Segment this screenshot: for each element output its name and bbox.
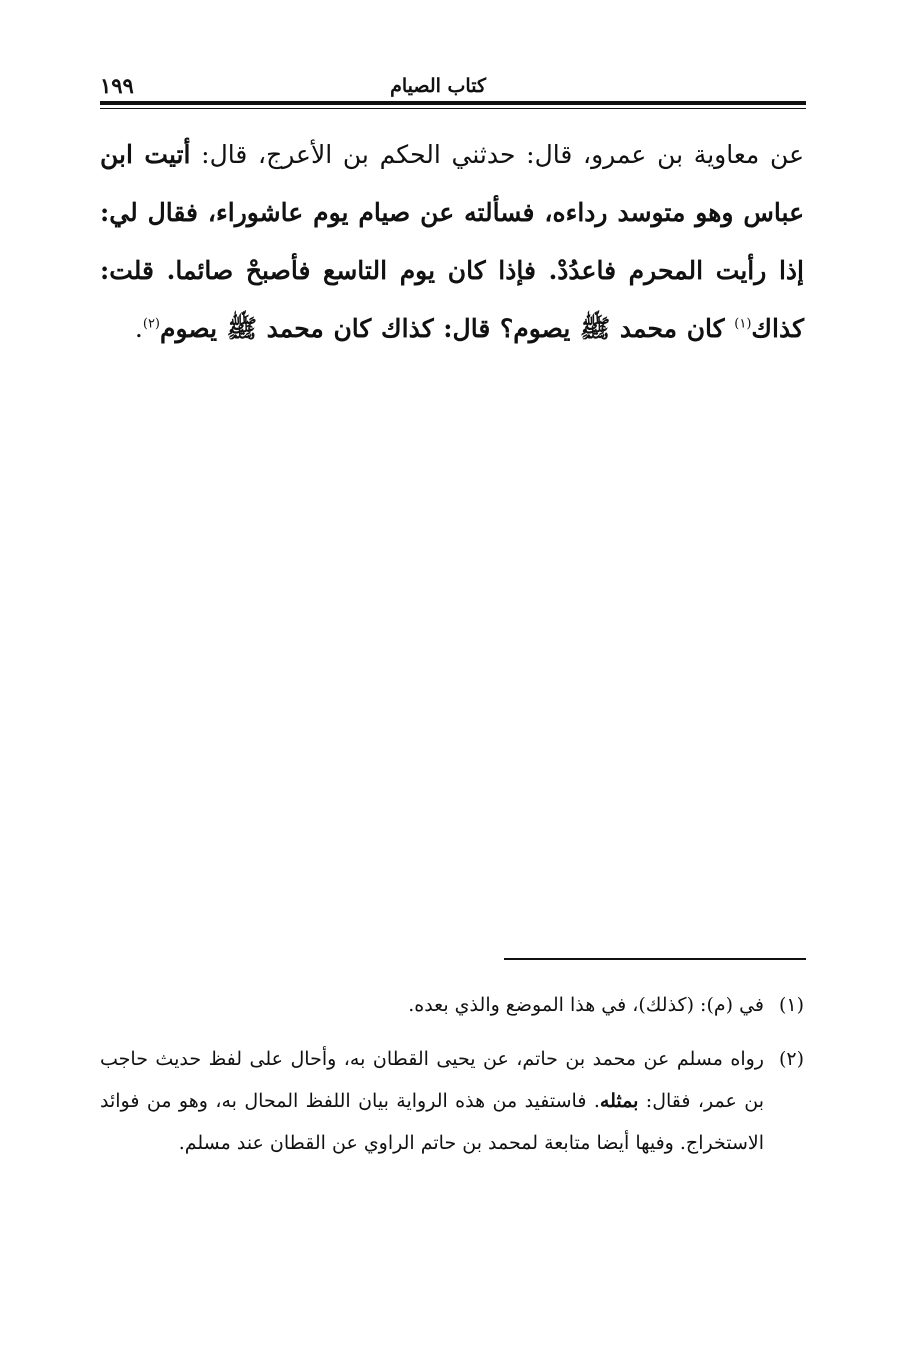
footnote-2 xyxy=(100,1038,804,1164)
footnote-ref-1: (١) xyxy=(734,316,752,332)
main-text-end: . xyxy=(134,314,143,343)
running-title: كتاب الصيام xyxy=(390,75,486,97)
footnote-ref-2: (٢) xyxy=(142,316,160,332)
footnote-number: (٢) xyxy=(778,1048,804,1070)
header-rule xyxy=(100,101,806,109)
footnote-number: (١) xyxy=(778,994,804,1016)
footnote-text: . فاستفيد من هذه الرواية بيان اللفظ المحال به، وهو من فوائد الاستخراج. وفيها أيضا متابعة لمحمد بن حاتم الراوي عن القطان عند مسلم. xyxy=(100,1090,764,1154)
footnotes xyxy=(100,984,804,1164)
footnote-text: رواه مسلم عن محمد بن حاتم، عن يحيى القطان به، وأحال على لفظ حديث حاجب بن عمر، فقال: xyxy=(100,1048,764,1112)
footnote-separator xyxy=(504,958,806,960)
main-text-plain: عن معاوية بن عمرو، قال: حدثني الحكم بن الأعرج، قال: xyxy=(190,140,804,169)
main-text-bold-1: أتيت ابن عباس وهو متوسد رداءه، فسألته عن صيام يوم عاشوراء، فقال لي: إذا رأيت المحرم فاعدُدْ. فإذا كان يوم التاسع فأصبحْ صائما. قلت: كذاك xyxy=(100,140,804,343)
main-text xyxy=(100,126,804,358)
main-text-bold-2: كان محمد ﷺ يصوم؟ قال: كذاك كان محمد ﷺ يصوم xyxy=(160,314,735,343)
page-number: ١٩٩ xyxy=(100,73,134,98)
footnote-text: في (م): (كذلك)، في هذا الموضع والذي بعده. xyxy=(408,994,764,1016)
page-header xyxy=(100,72,806,100)
footnote-text-bold: بمثله xyxy=(599,1090,639,1112)
footnote-1 xyxy=(100,984,804,1026)
